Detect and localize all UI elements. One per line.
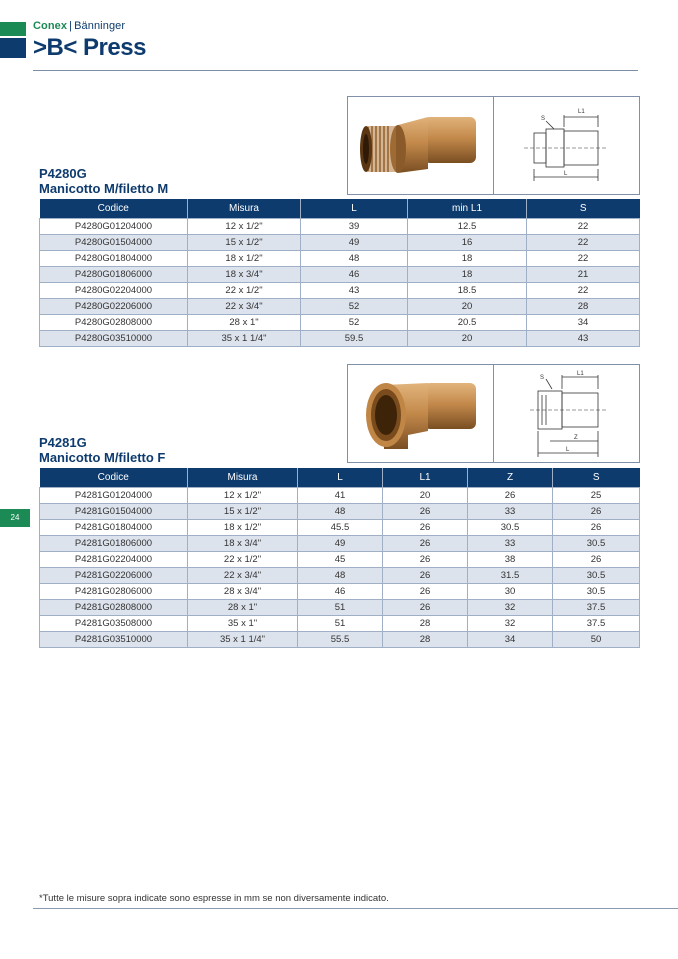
cell: 20: [408, 331, 527, 347]
cell: 28 x 1": [188, 315, 301, 331]
column-header: L1: [383, 468, 468, 488]
column-header: S: [527, 199, 640, 219]
cell: 38: [468, 552, 553, 568]
table-row: [40, 584, 640, 600]
brand-bar-blue: [0, 38, 26, 58]
cell: 46: [301, 267, 408, 283]
cell: 20: [408, 299, 527, 315]
cell: 16: [408, 235, 527, 251]
cell: 22 x 3/4": [188, 299, 301, 315]
cell: 22: [527, 219, 640, 235]
cell: 32: [468, 600, 553, 616]
cell: P4280G01204000: [40, 219, 188, 235]
cell: 22: [527, 283, 640, 299]
cell: 51: [298, 600, 383, 616]
cell: 34: [527, 315, 640, 331]
cell: 20.5: [408, 315, 527, 331]
cell: 28 x 1": [188, 600, 298, 616]
cell: 59.5: [301, 331, 408, 347]
cell: 30: [468, 584, 553, 600]
cell: 33: [468, 536, 553, 552]
cell: P4281G01504000: [40, 504, 188, 520]
table-row: [40, 520, 640, 536]
cell: 22: [527, 235, 640, 251]
cell: P4280G01806000: [40, 267, 188, 283]
cell: 33: [468, 504, 553, 520]
cell: P4281G03510000: [40, 632, 188, 648]
table-row: [40, 283, 640, 299]
cell: 15 x 1/2": [188, 504, 298, 520]
cell: 37.5: [553, 616, 640, 632]
cell: 21: [527, 267, 640, 283]
cell: P4281G02206000: [40, 568, 188, 584]
header-divider: [33, 70, 638, 71]
cell: 26: [383, 568, 468, 584]
table-row: [40, 235, 640, 251]
cell: 26: [553, 504, 640, 520]
cell: 20: [383, 488, 468, 504]
cell: 55.5: [298, 632, 383, 648]
cell: 15 x 1/2": [188, 235, 301, 251]
cell: P4281G03508000: [40, 616, 188, 632]
cell: P4280G02808000: [40, 315, 188, 331]
cell: 12.5: [408, 219, 527, 235]
cell: 26: [468, 488, 553, 504]
column-header: Codice: [40, 468, 188, 488]
cell: 18 x 1/2": [188, 251, 301, 267]
cell: 28 x 3/4": [188, 584, 298, 600]
cell: P4281G02204000: [40, 552, 188, 568]
drawing-label-l1: L1: [578, 109, 585, 115]
cell: 18: [408, 267, 527, 283]
cell: P4280G01804000: [40, 251, 188, 267]
cell: 35 x 1 1/4": [188, 632, 298, 648]
table-row: [40, 632, 640, 648]
technical-drawing-p4281g: [493, 364, 640, 463]
drawing-label-s: S: [541, 116, 546, 122]
cell: 43: [527, 331, 640, 347]
brand-name: Conex | Bänninger: [33, 20, 126, 32]
product-line-title: >B< Press: [33, 34, 146, 61]
cell: 39: [301, 219, 408, 235]
cell: 25: [553, 488, 640, 504]
brand-bar-green: [0, 22, 26, 36]
cell: 49: [298, 536, 383, 552]
column-header: Z: [468, 468, 553, 488]
table-row: [40, 568, 640, 584]
cell: P4281G01204000: [40, 488, 188, 504]
cell: 52: [301, 299, 408, 315]
page-number-tab: 24: [0, 509, 30, 527]
cell: P4280G02204000: [40, 283, 188, 299]
cell: 48: [298, 568, 383, 584]
table-row: [40, 315, 640, 331]
cell: 18: [408, 251, 527, 267]
drawing-label-l1: L1: [577, 371, 584, 377]
cell: 18 x 3/4": [188, 536, 298, 552]
table-row: [40, 536, 640, 552]
cell: 12 x 1/2": [188, 219, 301, 235]
cell: 26: [383, 504, 468, 520]
cell: P4280G01504000: [40, 235, 188, 251]
footnote: *Tutte le misure sopra indicate sono espresse in mm se non diversamente indicato.: [39, 893, 389, 904]
table-row: [40, 600, 640, 616]
cell: 35 x 1": [188, 616, 298, 632]
section-code-p4280g: P4280G: [39, 166, 87, 181]
cell: P4281G02808000: [40, 600, 188, 616]
table-row: [40, 488, 640, 504]
cell: 52: [301, 315, 408, 331]
cell: 30.5: [553, 584, 640, 600]
cell: 46: [298, 584, 383, 600]
section-code-p4281g: P4281G: [39, 435, 87, 450]
cell: 26: [383, 520, 468, 536]
cell: 22 x 3/4": [188, 568, 298, 584]
cell: 51: [298, 616, 383, 632]
footer-divider: [33, 908, 678, 909]
product-photo-p4281g: [347, 364, 494, 463]
cell: 18 x 3/4": [188, 267, 301, 283]
column-header: S: [553, 468, 640, 488]
drawing-label-l: L: [566, 447, 570, 453]
cell: 30.5: [553, 536, 640, 552]
cell: 30.5: [553, 568, 640, 584]
column-header: Misura: [188, 468, 298, 488]
column-header: L: [301, 199, 408, 219]
cell: 45.5: [298, 520, 383, 536]
spec-table-p4281g: [39, 468, 640, 648]
cell: 31.5: [468, 568, 553, 584]
table-row: [40, 299, 640, 315]
table-row: [40, 552, 640, 568]
cell: 26: [553, 520, 640, 536]
cell: 26: [383, 584, 468, 600]
cell: P4281G02806000: [40, 584, 188, 600]
cell: 26: [553, 552, 640, 568]
cell: 43: [301, 283, 408, 299]
table-row: [40, 504, 640, 520]
column-header: Misura: [188, 199, 301, 219]
column-header: L: [298, 468, 383, 488]
cell: 28: [383, 616, 468, 632]
section-name-p4280g: Manicotto M/filetto M: [39, 181, 169, 196]
cell: 50: [553, 632, 640, 648]
table-header-row: [40, 468, 640, 488]
cell: 26: [383, 552, 468, 568]
table-row: [40, 267, 640, 283]
table-header-row: [40, 199, 640, 219]
cell: 34: [468, 632, 553, 648]
drawing-label-s: S: [540, 375, 545, 381]
cell: 18 x 1/2": [188, 520, 298, 536]
cell: 28: [527, 299, 640, 315]
cell: 26: [383, 536, 468, 552]
spec-table-p4280g: [39, 199, 640, 347]
cell: 26: [383, 600, 468, 616]
table-row: [40, 616, 640, 632]
column-header: min L1: [408, 199, 527, 219]
technical-drawing-p4280g: [493, 96, 640, 195]
cell: 45: [298, 552, 383, 568]
cell: 49: [301, 235, 408, 251]
cell: 28: [383, 632, 468, 648]
section-name-p4281g: Manicotto M/filetto F: [39, 450, 166, 465]
product-photo-p4280g: [347, 96, 494, 195]
drawing-label-l: L: [564, 171, 568, 177]
cell: 35 x 1 1/4": [188, 331, 301, 347]
cell: 22: [527, 251, 640, 267]
cell: P4280G03510000: [40, 331, 188, 347]
table-row: [40, 219, 640, 235]
table-row: [40, 331, 640, 347]
cell: P4281G01806000: [40, 536, 188, 552]
table-row: [40, 251, 640, 267]
cell: 32: [468, 616, 553, 632]
cell: 12 x 1/2": [188, 488, 298, 504]
cell: P4280G02206000: [40, 299, 188, 315]
cell: 48: [298, 504, 383, 520]
cell: P4281G01804000: [40, 520, 188, 536]
drawing-label-z: Z: [574, 435, 578, 441]
cell: 41: [298, 488, 383, 504]
cell: 30.5: [468, 520, 553, 536]
cell: 48: [301, 251, 408, 267]
column-header: Codice: [40, 199, 188, 219]
cell: 18.5: [408, 283, 527, 299]
cell: 37.5: [553, 600, 640, 616]
cell: 22 x 1/2": [188, 283, 301, 299]
cell: 22 x 1/2": [188, 552, 298, 568]
